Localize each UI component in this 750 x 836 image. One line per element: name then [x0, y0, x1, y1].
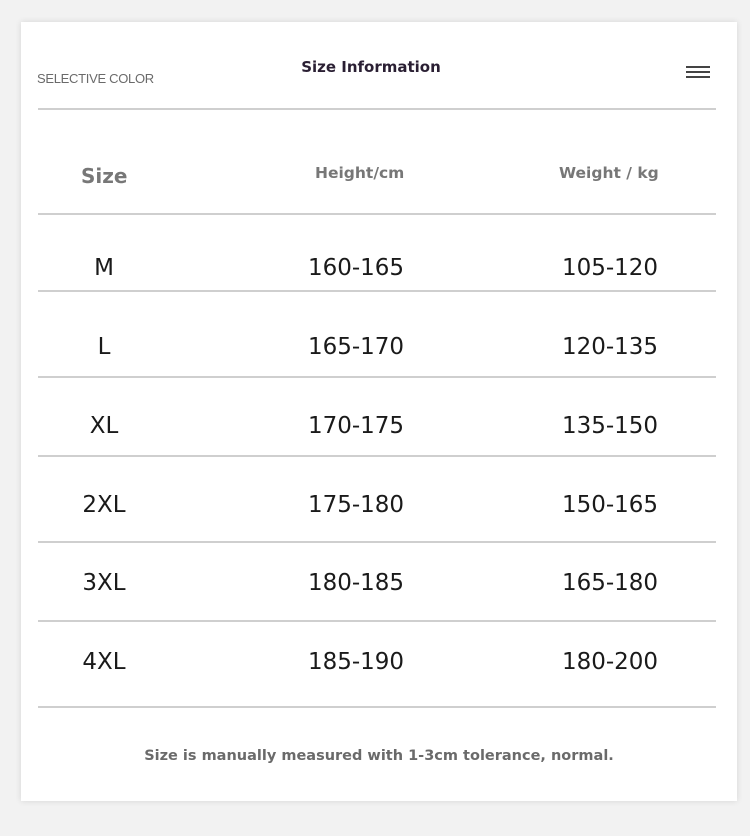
divider	[38, 290, 716, 292]
cell-size: L	[97, 334, 111, 360]
divider	[38, 213, 716, 215]
cell-size: 4XL	[82, 649, 126, 675]
divider	[38, 376, 716, 378]
cell-height: 185-190	[307, 649, 405, 675]
cell-weight: 135-150	[561, 413, 659, 439]
cell-size: M	[94, 255, 114, 281]
cell-weight: 150-165	[561, 492, 659, 518]
cell-size: 3XL	[82, 570, 126, 596]
cell-size: 2XL	[82, 492, 126, 518]
tolerance-note: Size is manually measured with 1-3cm tolerance, normal.	[144, 748, 614, 764]
cell-height: 180-185	[307, 570, 405, 596]
cell-weight: 180-200	[561, 649, 659, 675]
divider	[38, 620, 716, 622]
column-header-weight: Weight / kg	[559, 164, 659, 182]
brand-label: SELECTIVE COLOR	[37, 71, 154, 86]
menu-icon[interactable]	[686, 66, 710, 82]
page-title: Size Information	[301, 58, 441, 76]
cell-weight: 120-135	[561, 334, 659, 360]
column-header-height: Height/cm	[315, 164, 405, 182]
cell-height: 170-175	[307, 413, 405, 439]
cell-height: 165-170	[307, 334, 405, 360]
cell-weight: 105-120	[561, 255, 659, 281]
cell-height: 175-180	[307, 492, 405, 518]
cell-size: XL	[89, 413, 119, 439]
divider	[38, 541, 716, 543]
cell-height: 160-165	[307, 255, 405, 281]
divider	[38, 706, 716, 708]
column-header-size: Size	[81, 164, 128, 188]
divider	[38, 108, 716, 110]
divider	[38, 455, 716, 457]
size-chart-card	[21, 22, 737, 801]
cell-weight: 165-180	[561, 570, 659, 596]
